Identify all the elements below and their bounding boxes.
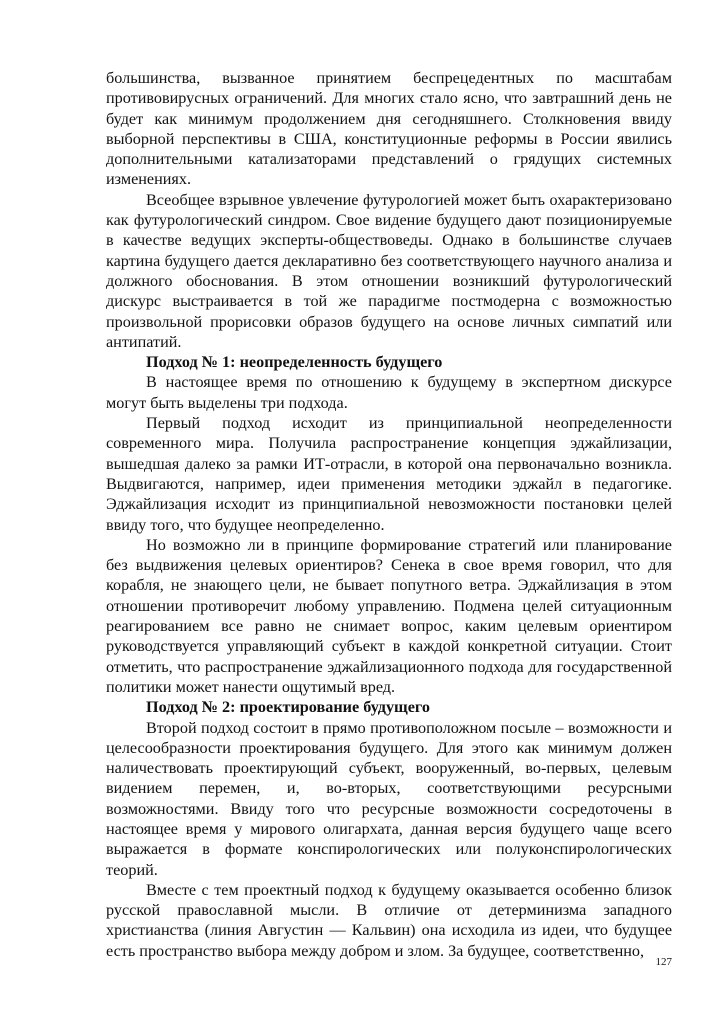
paragraph-second-approach: Второй подход состоит в прямо противоположном посыле – возможности и целесообразности проектирования будущего. Для этого как минимум должен наличествовать проектирующий субъект, вооруженный, во-первых, целевым видением перемен, и, во-вторых, соответствующими ресурсными возможностями. Ввиду того что ресурсные возможности сосредоточены в настоящее время у мирового олигархата, данная версия будущего чаще всего выражается в формате конспирологических или полуконспирологических теорий.	[106, 718, 672, 879]
page-body	[106, 68, 672, 961]
section-heading-approach-1: Подход № 1: неопределенность будущего	[146, 353, 443, 372]
paragraph-continuation: большинства, вызванное принятием беспрецедентных по масштабам противовирусных ограничений. Для многих стало ясно, что завтрашний день не будет как минимум продолжением дня сегодняшнего. Столкновения ввиду выборной перспективы в США, конституционные реформы в России явились дополнительными катализаторами представлений о грядущих системных изменениях.	[106, 69, 672, 189]
paragraph-agile-critique: Но возможно ли в принципе формирование стратегий или планирование без выдвижения целевых ориентиров? Сенека в свое время говорил, что для корабля, не знающего цели, не бывает попутного ветра. Эджайлизация в этом отношении противоречит любому управлению. Подмена целей ситуационным реагированием все равно не снимает вопрос, каким целевым ориентиром руководствуется управляющий субъект в каждой конкретной ситуации. Стоит отметить, что распространение эджайлизационного подхода для государственной политики может нанести ощутимый вред.	[106, 535, 672, 696]
paragraph-orthodox-thought: Вместе с тем проектный подход к будущему оказывается особенно близок русской православной мысли. В отличие от детерминизма западного христианства (линия Августин — Кальвин) она исходила из идеи, что будущее есть пространство выбора между добром и злом. За будущее, соответственно,	[106, 880, 672, 960]
section-heading-approach-2: Подход № 2: проектирование будущего	[146, 698, 430, 717]
paragraph-first-approach: Первый подход исходит из принципиальной неопределенности современного мира. Получила распространение концепция эджайлизации, вышедшая далеко за рамки ИТ-отрасли, в которой она первоначально возникла. Выдвигаются, например, идеи применения методики эджайл в педагогике. Эджайлизация исходит из принципиальной невозможности постановки целей ввиду того, что будущее неопределенно.	[106, 414, 672, 534]
paragraph-futurology-syndrome: Всеобщее взрывное увлечение футурологией может быть охарактеризовано как футурологический синдром. Свое видение будущего дают позиционируемые в качестве ведущих эксперты-обществоведы. Однако в большинстве случаев картина будущего дается декларативно без соответствующего научного анализа и должного обоснования. В этом отношении возникший футурологический дискурс выстраивается в той же парадигме постмодерна с возможностью произвольной прорисовки образов будущего на основе личных симпатий или антипатий.	[106, 190, 672, 351]
paragraph-three-approaches: В настоящее время по отношению к будущему в экспертном дискурсе могут быть выделены три подхода.	[106, 373, 672, 412]
page-number: 127	[655, 956, 672, 968]
